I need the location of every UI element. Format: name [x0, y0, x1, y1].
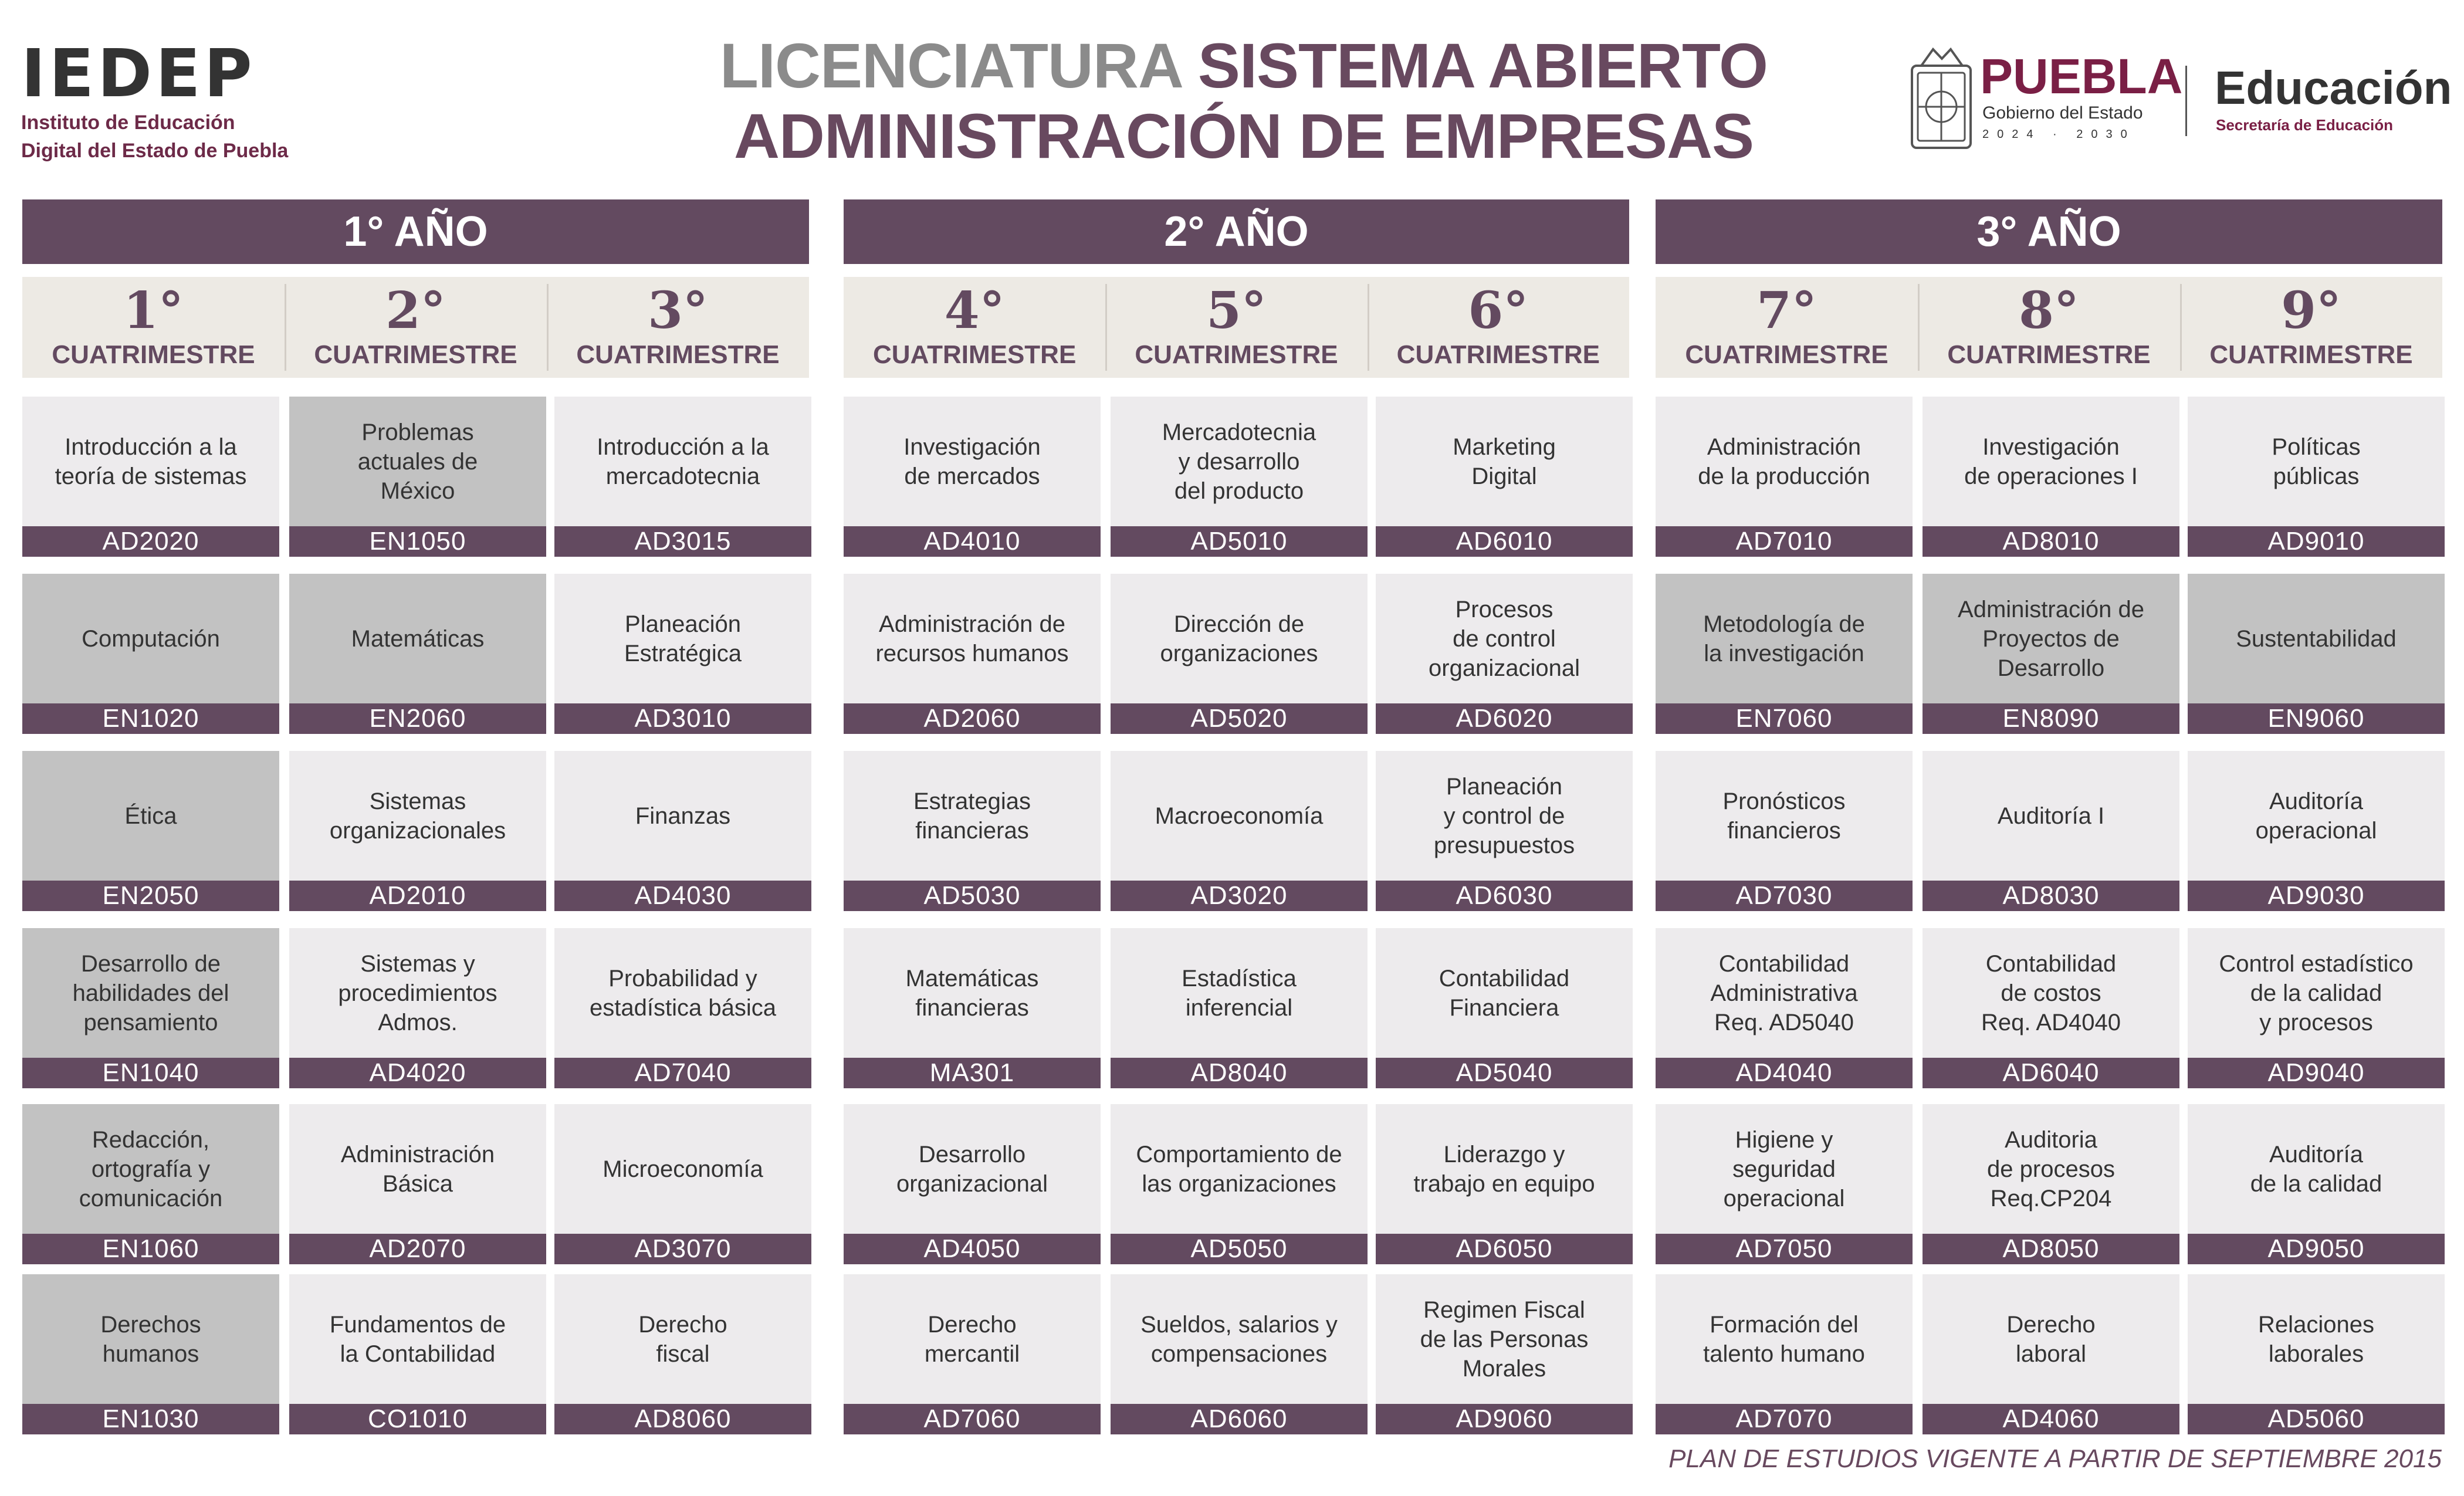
educacion-subtitle: Secretaría de Educación	[2216, 116, 2394, 134]
course-cell	[289, 1104, 546, 1264]
course-code: AD6050	[1376, 1234, 1633, 1264]
course-cell	[289, 1274, 546, 1434]
course-code: AD4040	[1656, 1058, 1913, 1088]
course-code: AD2010	[289, 881, 546, 911]
course-cell	[1376, 1274, 1633, 1434]
semester-number: 7°	[1756, 281, 1817, 340]
course-name: Introducción a la mercadotecnia	[554, 397, 811, 526]
course-name: Planeación Estratégica	[554, 574, 811, 703]
course-cell	[1656, 751, 1913, 911]
course-cell	[2188, 574, 2445, 734]
semester-number: 1°	[123, 281, 184, 340]
semester-number: 4°	[944, 281, 1005, 340]
logo-divider	[2185, 66, 2187, 136]
course-name: Estadística inferencial	[1111, 928, 1368, 1058]
course-code: AD3070	[554, 1234, 811, 1264]
year-banner-2: 2° AÑO	[844, 199, 1629, 264]
course-name: Administración de la producción	[1656, 397, 1913, 526]
course-code: AD6030	[1376, 881, 1633, 911]
course-name: Problemas actuales de México	[289, 397, 546, 526]
educacion-wordmark: Educación	[2215, 62, 2452, 114]
course-cell	[1111, 751, 1368, 911]
course-name: Auditoria de procesos Req.CP204	[1923, 1104, 2179, 1234]
puebla-education-logo	[1904, 42, 2452, 160]
course-cell	[1111, 574, 1368, 734]
course-code: AD5030	[844, 881, 1101, 911]
course-cell	[1923, 928, 2179, 1088]
course-cell	[1923, 1104, 2179, 1264]
puebla-subtitle: Gobierno del Estado	[1982, 103, 2143, 123]
semester-number: 2°	[385, 281, 446, 340]
course-name: Desarrollo de habilidades del pensamiento	[22, 928, 279, 1058]
semester-label: CUATRIMESTRE	[873, 340, 1077, 369]
course-cell	[1376, 751, 1633, 911]
course-code: AD7070	[1656, 1404, 1913, 1434]
year-banner-1: 1° AÑO	[22, 199, 809, 264]
course-name: Marketing Digital	[1376, 397, 1633, 526]
puebla-crest-icon	[1904, 42, 1980, 154]
semester-header-5	[1105, 277, 1367, 378]
course-name: Contabilidad Financiera	[1376, 928, 1633, 1058]
course-cell	[1923, 574, 2179, 734]
course-name: Computación	[22, 574, 279, 703]
course-code: EN1030	[22, 1404, 279, 1434]
course-code: AD5020	[1111, 703, 1368, 734]
course-cell	[844, 1104, 1101, 1264]
course-code: AD8050	[1923, 1234, 2179, 1264]
course-code: AD5060	[2188, 1404, 2445, 1434]
course-cell	[2188, 397, 2445, 557]
course-name: Administración de Proyectos de Desarrollo	[1923, 574, 2179, 703]
course-name: Planeación y control de presupuestos	[1376, 751, 1633, 881]
semester-number: 5°	[1206, 281, 1267, 340]
course-code: AD8010	[1923, 526, 2179, 557]
title-sistema-abierto: SISTEMA ABIERTO	[1197, 30, 1768, 101]
course-name: Auditoría I	[1923, 751, 2179, 881]
course-code: AD7010	[1656, 526, 1913, 557]
course-code: AD3015	[554, 526, 811, 557]
course-name: Matemáticas	[289, 574, 546, 703]
course-name: Redacción, ortografía y comunicación	[22, 1104, 279, 1234]
course-name: Investigación de operaciones I	[1923, 397, 2179, 526]
course-cell	[1656, 1104, 1913, 1264]
course-cell	[554, 1274, 811, 1434]
course-cell	[1656, 1274, 1913, 1434]
semester-label: CUATRIMESTRE	[2209, 340, 2413, 369]
course-code: AD8040	[1111, 1058, 1368, 1088]
course-code: AD5050	[1111, 1234, 1368, 1264]
course-name: Mercadotecnia y desarrollo del producto	[1111, 397, 1368, 526]
course-name: Microeconomía	[554, 1104, 811, 1234]
course-code: AD6040	[1923, 1058, 2179, 1088]
iedep-wordmark: IEDEP	[21, 36, 256, 112]
semester-band-year-1	[22, 277, 809, 378]
course-cell	[554, 928, 811, 1088]
course-code: AD4010	[844, 526, 1101, 557]
course-name: Relaciones laborales	[2188, 1274, 2445, 1404]
course-name: Políticas públicas	[2188, 397, 2445, 526]
semester-header-6	[1368, 277, 1629, 378]
course-code: AD3020	[1111, 881, 1368, 911]
course-code: EN1040	[22, 1058, 279, 1088]
course-cell	[844, 1274, 1101, 1434]
page-title	[587, 31, 1901, 171]
puebla-years: 2024 · 2030	[1982, 128, 2135, 141]
course-code: AD8030	[1923, 881, 2179, 911]
semester-label: CUATRIMESTRE	[1396, 340, 1600, 369]
semester-band-year-3	[1656, 277, 2442, 378]
course-cell	[844, 397, 1101, 557]
course-cell	[844, 574, 1101, 734]
course-name: Ética	[22, 751, 279, 881]
course-cell	[289, 928, 546, 1088]
course-cell	[22, 574, 279, 734]
course-name: Procesos de control organizacional	[1376, 574, 1633, 703]
course-code: AD4030	[554, 881, 811, 911]
course-cell	[1923, 1274, 2179, 1434]
course-code: AD9040	[2188, 1058, 2445, 1088]
course-cell	[554, 397, 811, 557]
course-cell	[1111, 928, 1368, 1088]
iedep-subtitle-2: Digital del Estado de Puebla	[21, 140, 289, 162]
semester-header-8	[1918, 277, 2180, 378]
course-cell	[1923, 397, 2179, 557]
course-code: EN1060	[22, 1234, 279, 1264]
course-code: AD9030	[2188, 881, 2445, 911]
course-name: Regimen Fiscal de las Personas Morales	[1376, 1274, 1633, 1404]
course-name: Comportamiento de las organizaciones	[1111, 1104, 1368, 1234]
course-code: EN7060	[1656, 703, 1913, 734]
course-name: Pronósticos financieros	[1656, 751, 1913, 881]
title-line-1	[587, 31, 1901, 101]
course-code: AD2070	[289, 1234, 546, 1264]
course-code: AD9010	[2188, 526, 2445, 557]
course-cell	[1111, 1274, 1368, 1434]
semester-number: 9°	[2281, 281, 2341, 340]
course-code: AD6010	[1376, 526, 1633, 557]
iedep-subtitle-1: Instituto de Educación	[21, 111, 235, 134]
semester-band-year-2	[844, 277, 1629, 378]
course-code: AD5010	[1111, 526, 1368, 557]
course-code: AD9060	[1376, 1404, 1633, 1434]
course-cell	[1376, 574, 1633, 734]
course-name: Desarrollo organizacional	[844, 1104, 1101, 1234]
course-code: AD7050	[1656, 1234, 1913, 1264]
course-cell	[554, 1104, 811, 1264]
course-cell	[1656, 397, 1913, 557]
course-name: Matemáticas financieras	[844, 928, 1101, 1058]
course-cell	[22, 1274, 279, 1434]
course-cell	[22, 397, 279, 557]
course-code: AD4020	[289, 1058, 546, 1088]
course-cell	[1111, 1104, 1368, 1264]
course-code: AD8060	[554, 1404, 811, 1434]
semester-header-2	[285, 277, 547, 378]
course-cell	[844, 928, 1101, 1088]
course-name: Administración Básica	[289, 1104, 546, 1234]
title-line-2: ADMINISTRACIÓN DE EMPRESAS	[733, 100, 1754, 171]
course-name: Liderazgo y trabajo en equipo	[1376, 1104, 1633, 1234]
course-name: Derecho fiscal	[554, 1274, 811, 1404]
course-code: AD6020	[1376, 703, 1633, 734]
iedep-logo	[21, 36, 289, 163]
course-code: AD2060	[844, 703, 1101, 734]
semester-number: 8°	[2019, 281, 2079, 340]
semester-header-9	[2180, 277, 2442, 378]
course-name: Probabilidad y estadística básica	[554, 928, 811, 1058]
course-name: Contabilidad Administrativa Req. AD5040	[1656, 928, 1913, 1058]
course-code: AD9050	[2188, 1234, 2445, 1264]
course-code: EN9060	[2188, 703, 2445, 734]
course-name: Metodología de la investigación	[1656, 574, 1913, 703]
course-code: AD4060	[1923, 1404, 2179, 1434]
course-code: AD4050	[844, 1234, 1101, 1264]
course-cell	[1376, 397, 1633, 557]
semester-label: CUATRIMESTRE	[1947, 340, 2151, 369]
semester-number: 3°	[648, 281, 708, 340]
course-name: Auditoría de la calidad	[2188, 1104, 2445, 1234]
course-cell	[1111, 397, 1368, 557]
year-banner-3: 3° AÑO	[1656, 199, 2442, 264]
course-name: Estrategias financieras	[844, 751, 1101, 881]
course-code: EN1020	[22, 703, 279, 734]
course-name: Finanzas	[554, 751, 811, 881]
course-code: EN2060	[289, 703, 546, 734]
course-code: AD6060	[1111, 1404, 1368, 1434]
title-licenciatura: LICENCIATURA	[719, 30, 1181, 101]
course-name: Derecho mercantil	[844, 1274, 1101, 1404]
course-name: Macroeconomía	[1111, 751, 1368, 881]
course-cell	[289, 751, 546, 911]
course-code: MA301	[844, 1058, 1101, 1088]
course-name: Derecho laboral	[1923, 1274, 2179, 1404]
course-name: Fundamentos de la Contabilidad	[289, 1274, 546, 1404]
semester-header-1	[22, 277, 285, 378]
course-cell	[844, 751, 1101, 911]
course-code: EN8090	[1923, 703, 2179, 734]
course-cell	[1376, 928, 1633, 1088]
course-cell	[2188, 1104, 2445, 1264]
course-cell	[1656, 574, 1913, 734]
semester-label: CUATRIMESTRE	[1135, 340, 1338, 369]
course-cell	[2188, 928, 2445, 1088]
course-name: Contabilidad de costos Req. AD4040	[1923, 928, 2179, 1058]
course-cell	[2188, 1274, 2445, 1434]
semester-label: CUATRIMESTRE	[576, 340, 780, 369]
puebla-wordmark: PUEBLA	[1980, 49, 2183, 104]
course-cell	[2188, 751, 2445, 911]
course-cell	[22, 928, 279, 1088]
course-cell	[22, 1104, 279, 1264]
course-code: EN1050	[289, 526, 546, 557]
course-name: Dirección de organizaciones	[1111, 574, 1368, 703]
course-cell	[289, 397, 546, 557]
course-name: Higiene y seguridad operacional	[1656, 1104, 1913, 1234]
course-cell	[554, 574, 811, 734]
footer-note: PLAN DE ESTUDIOS VIGENTE A PARTIR DE SEPTIEMBRE 2015	[1668, 1444, 2442, 1473]
semester-label: CUATRIMESTRE	[52, 340, 255, 369]
semester-number: 6°	[1468, 281, 1529, 340]
course-name: Sistemas y procedimientos Admos.	[289, 928, 546, 1058]
course-name: Derechos humanos	[22, 1274, 279, 1404]
course-cell	[1656, 928, 1913, 1088]
course-cell	[1923, 751, 2179, 911]
course-cell	[289, 574, 546, 734]
course-name: Administración de recursos humanos	[844, 574, 1101, 703]
course-code: AD5040	[1376, 1058, 1633, 1088]
semester-header-7	[1656, 277, 1918, 378]
course-code: CO1010	[289, 1404, 546, 1434]
semester-header-3	[547, 277, 809, 378]
course-name: Sustentabilidad	[2188, 574, 2445, 703]
course-code: AD7030	[1656, 881, 1913, 911]
course-name: Introducción a la teoría de sistemas	[22, 397, 279, 526]
course-name: Control estadístico de la calidad y procesos	[2188, 928, 2445, 1058]
course-name: Auditoría operacional	[2188, 751, 2445, 881]
course-code: EN2050	[22, 881, 279, 911]
course-code: AD7040	[554, 1058, 811, 1088]
course-cell	[22, 751, 279, 911]
course-name: Sueldos, salarios y compensaciones	[1111, 1274, 1368, 1404]
course-name: Sistemas organizacionales	[289, 751, 546, 881]
course-code: AD2020	[22, 526, 279, 557]
course-cell	[1376, 1104, 1633, 1264]
semester-header-4	[844, 277, 1105, 378]
course-cell	[554, 751, 811, 911]
course-name: Investigación de mercados	[844, 397, 1101, 526]
course-name: Formación del talento humano	[1656, 1274, 1913, 1404]
course-code: AD3010	[554, 703, 811, 734]
semester-label: CUATRIMESTRE	[314, 340, 517, 369]
course-code: AD7060	[844, 1404, 1101, 1434]
semester-label: CUATRIMESTRE	[1685, 340, 1888, 369]
